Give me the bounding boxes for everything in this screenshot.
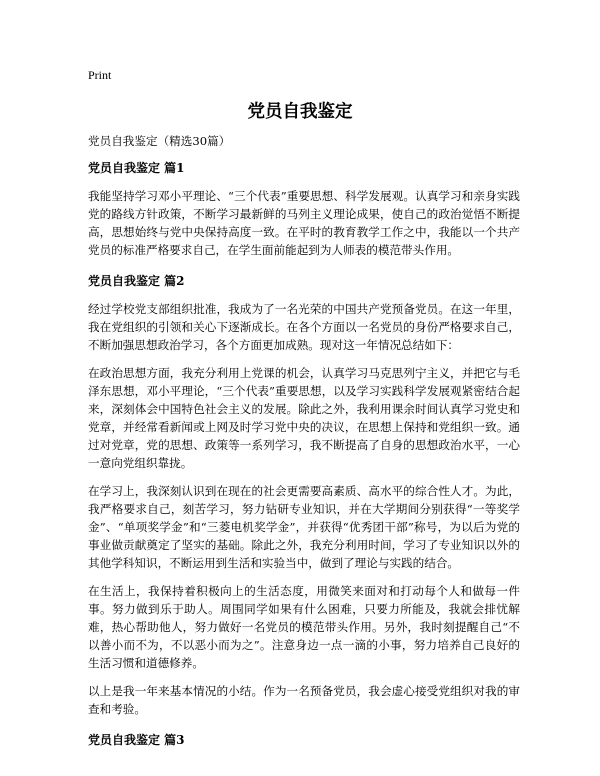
section-2-paragraph-1: 经过学校党支部组织批准，我成为了一名光荣的中国共产党预备党员。在这一年里，我在党组织的引领和关心下逐渐成长。在各个方面以一名党员的身份严格要求自己，不断加强思想政治学习，各个方面更加成熟。现对这一年情况总结如下： [88,302,520,352]
section-2-paragraph-3: 在学习上，我深刻认识到在现在的社会更需要高素质、高水平的综合性人才。为此，我严格要求自己，刻苦学习，努力钻研专业知识，并在大学期间分别获得“一等奖学金”、“单项奖学金”和“三菱电机奖学金”，并获得“优秀团干部”称号，为以后为党的事业做贡献奠定了坚实的基础。除此之外，我充分利用时间，学习了专业知识以外的其他学科知识，不断运用到生活和实验当中，做到了理论与实践的结合。 [88,484,520,570]
document-subtitle: 党员自我鉴定（精选30篇） [88,134,231,148]
print-link[interactable]: Print [88,68,112,82]
section-heading-1: 党员自我鉴定 篇1 [88,161,185,175]
section-1-paragraph-1: 我能坚持学习邓小平理论、“三个代表”重要思想、科学发展观。认真学习和亲身实践党的路线方针政策，不断学习最新鲜的马列主义理论成果，使自己的政治觉悟不断提高，思想始终与党中央保持高度一致。在平时的教育教学工作之中，我能以一个共产党员的标准严格要求自己，在学生面前能起到为人师表的模范带头作用。 [88,189,520,257]
section-2-paragraph-5: 以上是我一年来基本情况的小结。作为一名预备党员，我会虚心接受党组织对我的审查和考验。 [88,684,520,716]
document-body [88,132,520,759]
section-2-paragraph-2: 在政治思想方面，我充分利用上党课的机会，认真学习马克思列宁主义，并把它与毛泽东思想，邓小平理论，“三个代表”重要思想，以及学习实践科学发展观紧密结合起来，深刻体会中国特色社会主义的发展。除此之外，我利用课余时间认真学习党史和党章，并经常看新闻或上网及时学习党中央的决议，在思想上保持和党组织一致。通过对党章，党的思想、政策等一系列学习，我不断提高了自身的思想政治水平，一心一意向党组织靠拢。 [88,366,520,470]
section-heading-3: 党员自我鉴定 篇3 [88,733,185,747]
section-heading-2: 党员自我鉴定 篇2 [88,274,185,288]
page-title: 党员自我鉴定 [247,102,353,122]
section-2-paragraph-4: 在生活上，我保持着积极向上的生活态度，用微笑来面对和打动每个人和做每一件事。努力做到乐于助人。周围同学如果有什么困难，只要力所能及，我就会排忧解难，热心帮助他人，努力做好一名党员的模范带头作用。另外，我时刻提醒自己“不以善小而不为，不以恶小而为之”。注意身边一点一滴的小事，努力培养自己良好的生活习惯和道德修养。 [88,584,520,670]
